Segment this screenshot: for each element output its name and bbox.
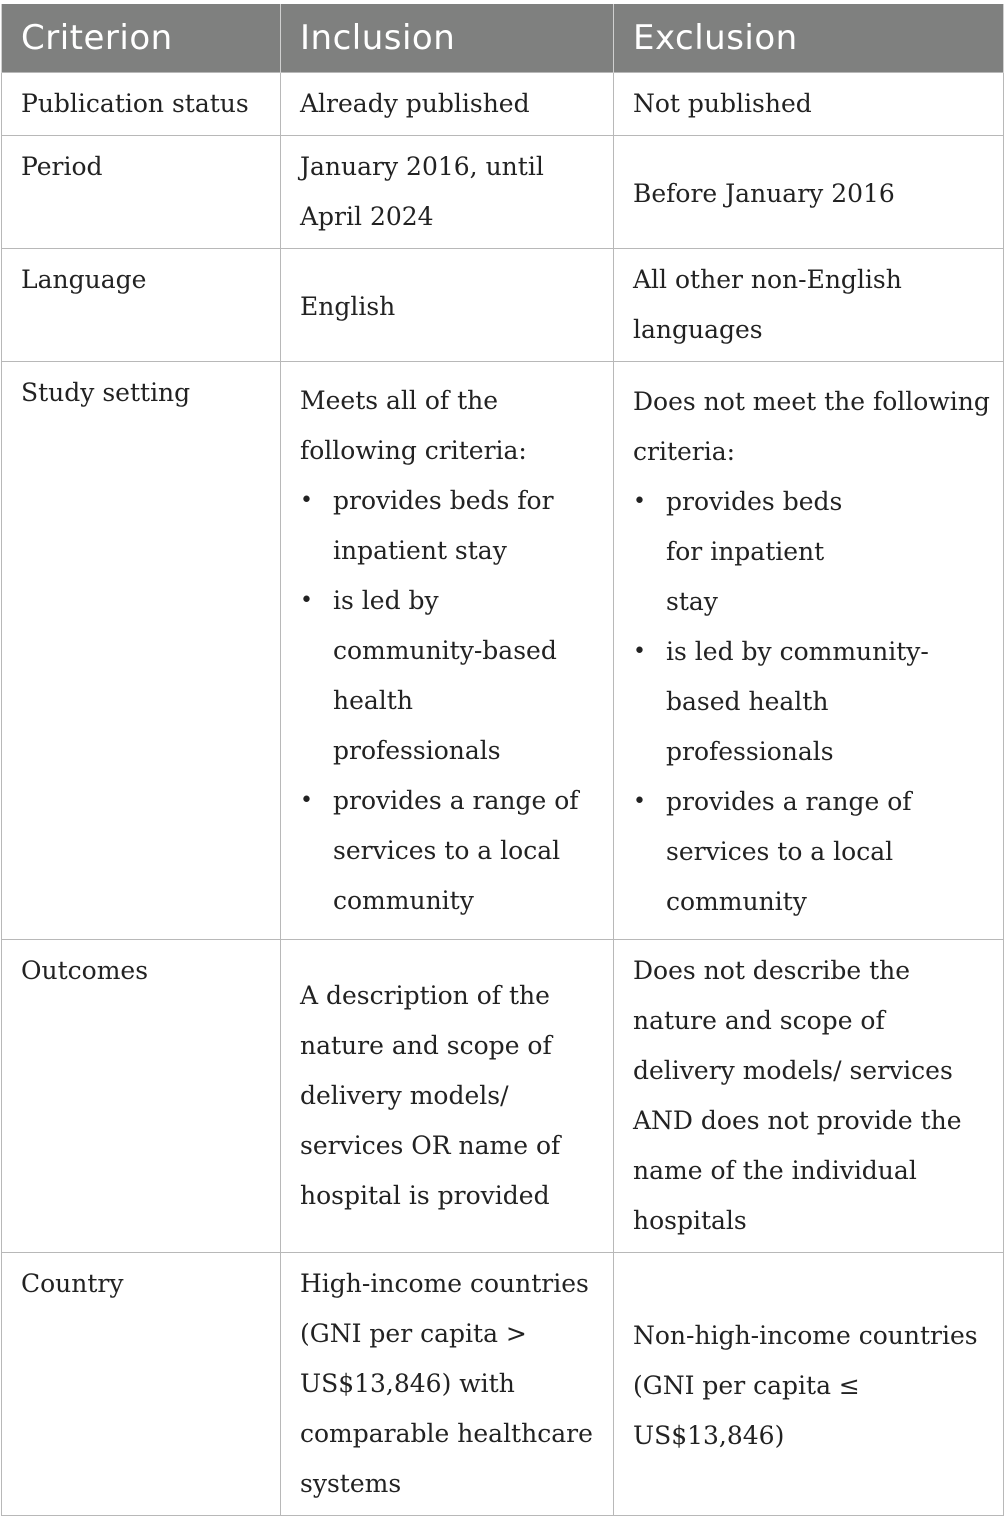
table-row <box>2 362 1004 940</box>
criterion-cell: Country <box>2 1253 281 1516</box>
table-row <box>2 1253 1004 1516</box>
inclusion-cell: January 2016, until April 2024 <box>281 136 614 249</box>
table-row <box>2 940 1004 1253</box>
exclusion-cell: Non-high-income countries (GNI per capita ≤ US$13,846) <box>614 1253 1004 1516</box>
list-item-text: is led by community-based health professionals <box>666 637 929 766</box>
header-row <box>2 4 1004 73</box>
header-inclusion: Inclusion <box>281 4 614 73</box>
table-row <box>2 136 1004 249</box>
inclusion-cell <box>281 362 614 940</box>
inclusion-criteria-list <box>300 476 603 926</box>
criterion-cell: Study setting <box>2 362 281 940</box>
criterion-cell: Publication status <box>2 73 281 136</box>
exclusion-criteria-list <box>633 477 997 927</box>
inclusion-cell: A description of the nature and scope of delivery models/ services OR name of hospital is provided <box>281 940 614 1253</box>
inclusion-intro: Meets all of the following criteria: <box>300 385 527 465</box>
criterion-cell: Language <box>2 249 281 362</box>
inclusion-cell: High-income countries (GNI per capita > US$13,846) with comparable healthcare systems <box>281 1253 614 1516</box>
exclusion-cell <box>614 362 1004 940</box>
list-item <box>666 627 997 777</box>
criterion-cell: Outcomes <box>2 940 281 1253</box>
inclusion-cell: Already published <box>281 73 614 136</box>
exclusion-cell: All other non-English languages <box>614 249 1004 362</box>
list-item <box>666 477 997 627</box>
exclusion-cell: Does not describe the nature and scope of delivery models/ services AND does not provide the name of the individual hospitals <box>614 940 1004 1253</box>
criteria-table <box>1 4 1004 1516</box>
list-item <box>333 576 603 776</box>
exclusion-cell: Not published <box>614 73 1004 136</box>
exclusion-intro: Does not meet the following criteria: <box>633 387 990 466</box>
list-item-text: provides beds for inpatient stay <box>666 487 843 616</box>
list-item: • provides a range of services to a local community <box>333 776 603 926</box>
table-row <box>2 73 1004 136</box>
list-item-text: is led by community-based health professionals <box>333 585 557 765</box>
table-row <box>2 249 1004 362</box>
list-item: • provides beds for inpatient stay <box>333 476 603 576</box>
inclusion-cell: English <box>281 249 614 362</box>
header-exclusion: Exclusion <box>614 4 1004 73</box>
criterion-cell: Period <box>2 136 281 249</box>
list-item: • provides a range of services to a local community <box>666 777 997 927</box>
header-criterion: Criterion <box>2 4 281 73</box>
table-body <box>2 73 1004 1516</box>
exclusion-cell: Before January 2016 <box>614 136 1004 249</box>
table-header <box>2 4 1004 73</box>
